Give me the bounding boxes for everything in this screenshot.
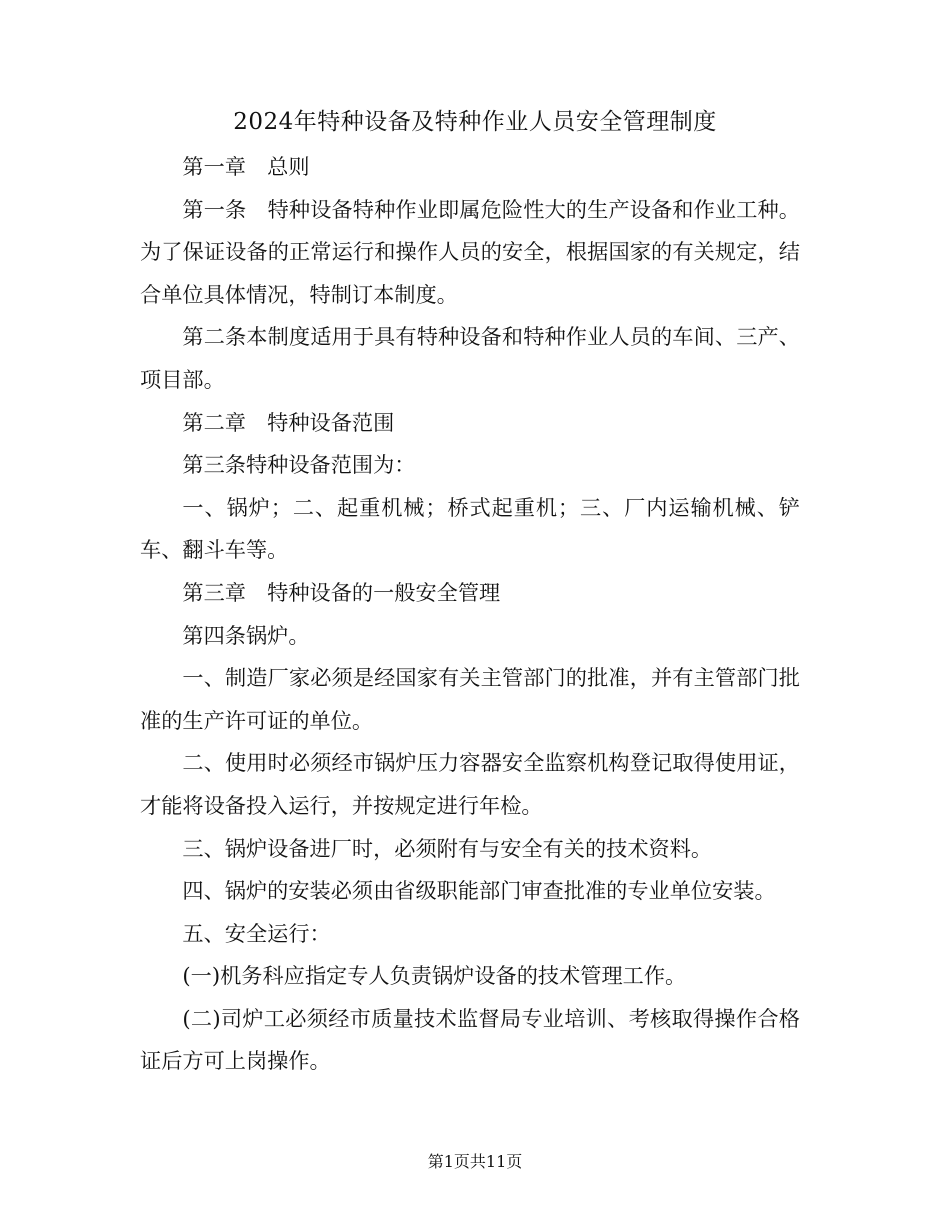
chapter-heading-1: 第一章 总则	[182, 154, 310, 179]
list-paragraph: 二、使用时必须经市锅炉压力容器安全监察机构登记取得使用证，才能将设备投入运行，并按规定进行年检。	[140, 750, 800, 818]
sub-list-paragraph: (一)机务科应指定专人负责锅炉设备的技术管理工作。	[182, 963, 687, 989]
article-paragraph: 第一条 特种设备特种作业即属危险性大的生产设备和作业工种。为了保证设备的正常运行和操作人员的安全，根据国家的有关规定，结合单位具体情况，特制订本制度。	[140, 196, 800, 307]
list-paragraph: 一、锅炉；二、起重机械；桥式起重机；三、厂内运输机械、铲车、翻斗车等。	[140, 494, 800, 563]
chapter-heading-2: 第二章 特种设备范围	[182, 409, 395, 435]
list-paragraph: 三、锅炉设备进厂时，必须附有与安全有关的技术资料。	[182, 835, 713, 861]
list-paragraph: 一、制造厂家必须是经国家有关主管部门的批准，并有主管部门批准的生产许可证的单位。	[140, 665, 800, 733]
article-paragraph: 第三条特种设备范围为：	[182, 452, 416, 478]
page-number-footer: 第1页共11页	[427, 1152, 523, 1171]
document-body	[140, 146, 800, 1083]
chapter-heading-3: 第三章 特种设备的一般安全管理	[182, 579, 501, 605]
list-paragraph: 四、锅炉的安装必须由省级职能部门审查批准的专业单位安装。	[182, 878, 776, 904]
sub-list-paragraph: (二)司炉工必须经市质量技术监督局专业培训、考核取得操作合格证后方可上岗操作。	[140, 1005, 800, 1074]
document-title: 2024年特种设备及特种作业人员安全管理制度	[233, 109, 717, 135]
article-paragraph: 第四条锅炉。	[182, 622, 310, 648]
article-paragraph: 第二条本制度适用于具有特种设备和特种作业人员的车间、三产、项目部。	[140, 324, 800, 392]
list-paragraph: 五、安全运行：	[182, 920, 331, 946]
